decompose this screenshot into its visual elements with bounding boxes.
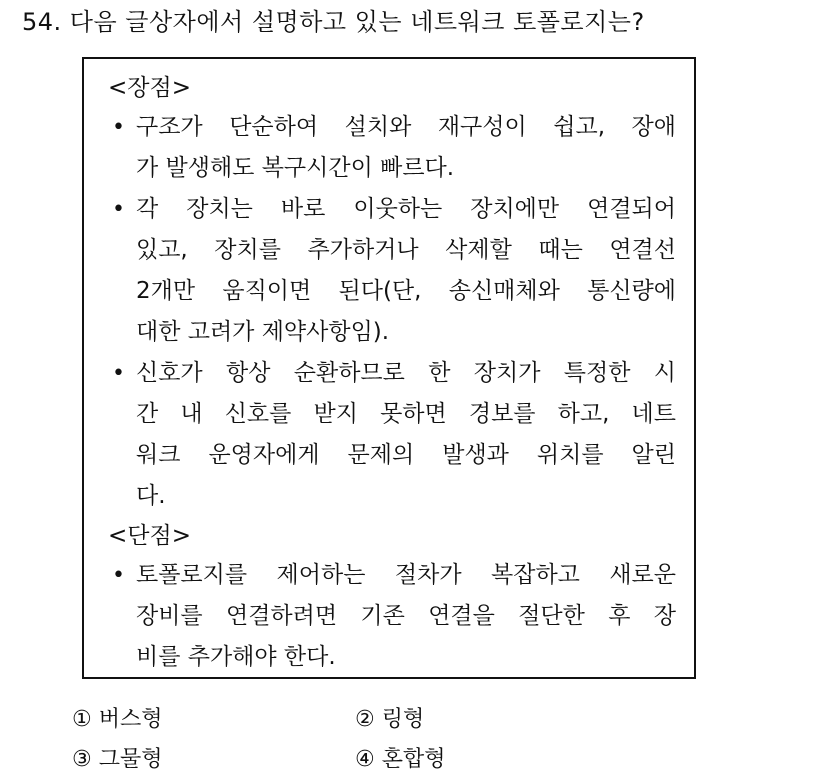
advantage-line: 워크 운영자에게 문제의 발생과 위치를 알린 bbox=[136, 442, 676, 468]
disadvantage-item bbox=[108, 555, 676, 678]
advantage-line: 있고, 장치를 추가하거나 삭제할 때는 연결선 bbox=[136, 237, 676, 263]
advantage-line: 간 내 신호를 받지 못하면 경보를 하고, 네트 bbox=[136, 401, 676, 427]
disadvantage-line: 장비를 연결하려면 기존 연결을 절단한 후 장 bbox=[136, 603, 676, 629]
option-1[interactable]: ① 버스형 bbox=[72, 707, 163, 732]
disadvantage-line: 비를 추가해야 한다. bbox=[136, 644, 336, 670]
disadvantages-heading: <단점> bbox=[108, 523, 191, 549]
description-box-content bbox=[108, 69, 676, 678]
advantage-item bbox=[108, 107, 676, 189]
advantage-line: 신호가 항상 순환하므로 한 장치가 특정한 시 bbox=[136, 360, 676, 386]
advantage-line: 구조가 단순하여 설치와 재구성이 쉽고, 장애 bbox=[136, 114, 676, 140]
option-2[interactable]: ② 링형 bbox=[355, 707, 425, 732]
advantage-item bbox=[108, 189, 676, 353]
advantage-line: 각 장치는 바로 이웃하는 장치에만 연결되어 bbox=[136, 196, 676, 222]
bullet-icon: • bbox=[112, 115, 125, 140]
disadvantage-line: 토폴로지를 제어하는 절차가 복잡하고 새로운 bbox=[136, 562, 676, 588]
option-4[interactable]: ④ 혼합형 bbox=[355, 747, 446, 772]
description-box bbox=[82, 57, 696, 679]
bullet-icon: • bbox=[112, 197, 125, 222]
advantage-line: 2개만 움직이면 된다(단, 송신매체와 통신량에 bbox=[136, 278, 676, 304]
option-3[interactable]: ③ 그물형 bbox=[72, 747, 163, 772]
bullet-icon: • bbox=[112, 563, 125, 588]
advantage-line: 가 발생해도 복구시간이 빠르다. bbox=[136, 155, 455, 181]
question-title: 54. 다음 글상자에서 설명하고 있는 네트워크 토폴로지는? bbox=[22, 8, 645, 36]
advantage-item bbox=[108, 353, 676, 517]
advantage-line: 대한 고려가 제약사항임). bbox=[136, 319, 390, 345]
advantages-heading: <장점> bbox=[108, 75, 191, 101]
bullet-icon: • bbox=[112, 361, 125, 386]
advantage-line: 다. bbox=[136, 483, 166, 509]
